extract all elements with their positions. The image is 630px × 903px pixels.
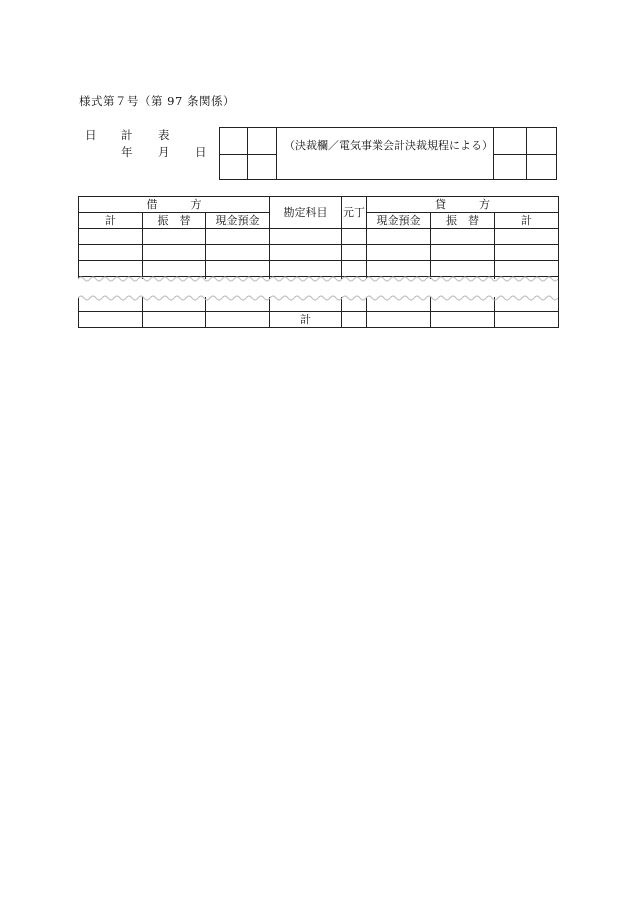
approval-divider: [220, 154, 276, 155]
table-cell[interactable]: [270, 245, 342, 261]
credit-header: 貸 方: [367, 197, 559, 213]
table-cell[interactable]: [431, 312, 495, 328]
credit-col-cash: 現金預金: [367, 213, 431, 229]
table-cell[interactable]: [206, 229, 270, 245]
debit-col-transfer: 振 替: [143, 213, 206, 229]
table-cell[interactable]: [79, 229, 143, 245]
break-wave-top: [78, 275, 558, 283]
date-day-label: 日: [195, 145, 207, 159]
table-cell[interactable]: [79, 312, 143, 328]
break-wave-bottom: [78, 294, 558, 302]
debit-header: 借 方: [79, 197, 270, 213]
total-label: 計: [270, 312, 342, 328]
table-cell[interactable]: [431, 229, 495, 245]
approval-note: （決裁欄／電気事業会計決裁規程による）: [284, 139, 493, 152]
table-cell[interactable]: [367, 312, 431, 328]
table-cell[interactable]: [342, 312, 367, 328]
table-cell[interactable]: [143, 312, 206, 328]
total-row: [79, 312, 559, 328]
table-cell[interactable]: [367, 245, 431, 261]
table-cell[interactable]: [143, 229, 206, 245]
table-cell[interactable]: [342, 229, 367, 245]
table-row: [79, 245, 559, 261]
form-number: 様式第７号（第 97 条関係）: [79, 94, 235, 108]
table-cell[interactable]: [206, 245, 270, 261]
title-char-3: 表: [158, 128, 170, 142]
credit-col-total: 計: [495, 213, 559, 229]
table-cell[interactable]: [495, 312, 559, 328]
table-cell[interactable]: [270, 229, 342, 245]
table-cell[interactable]: [367, 229, 431, 245]
table-cell[interactable]: [495, 245, 559, 261]
table-row: [79, 229, 559, 245]
table-cell[interactable]: [206, 312, 270, 328]
credit-col-transfer: 振 替: [431, 213, 495, 229]
date-year-label: 年: [121, 145, 133, 159]
table-cell[interactable]: [143, 245, 206, 261]
title-char-2: 計: [121, 128, 133, 142]
title-char-1: 日: [85, 128, 97, 142]
daily-ledger-table: [78, 196, 559, 328]
ledger-ref-header: 元丁: [342, 197, 367, 229]
debit-col-total: 計: [79, 213, 143, 229]
table-cell[interactable]: [495, 229, 559, 245]
account-header: 勘定科目: [270, 197, 342, 229]
approval-box: [219, 127, 557, 180]
table-cell[interactable]: [342, 245, 367, 261]
table-cell[interactable]: [431, 245, 495, 261]
table-cell[interactable]: [79, 245, 143, 261]
date-month-label: 月: [158, 145, 170, 159]
debit-col-cash: 現金預金: [206, 213, 270, 229]
approval-divider: [493, 154, 557, 155]
approval-divider: [276, 128, 277, 179]
